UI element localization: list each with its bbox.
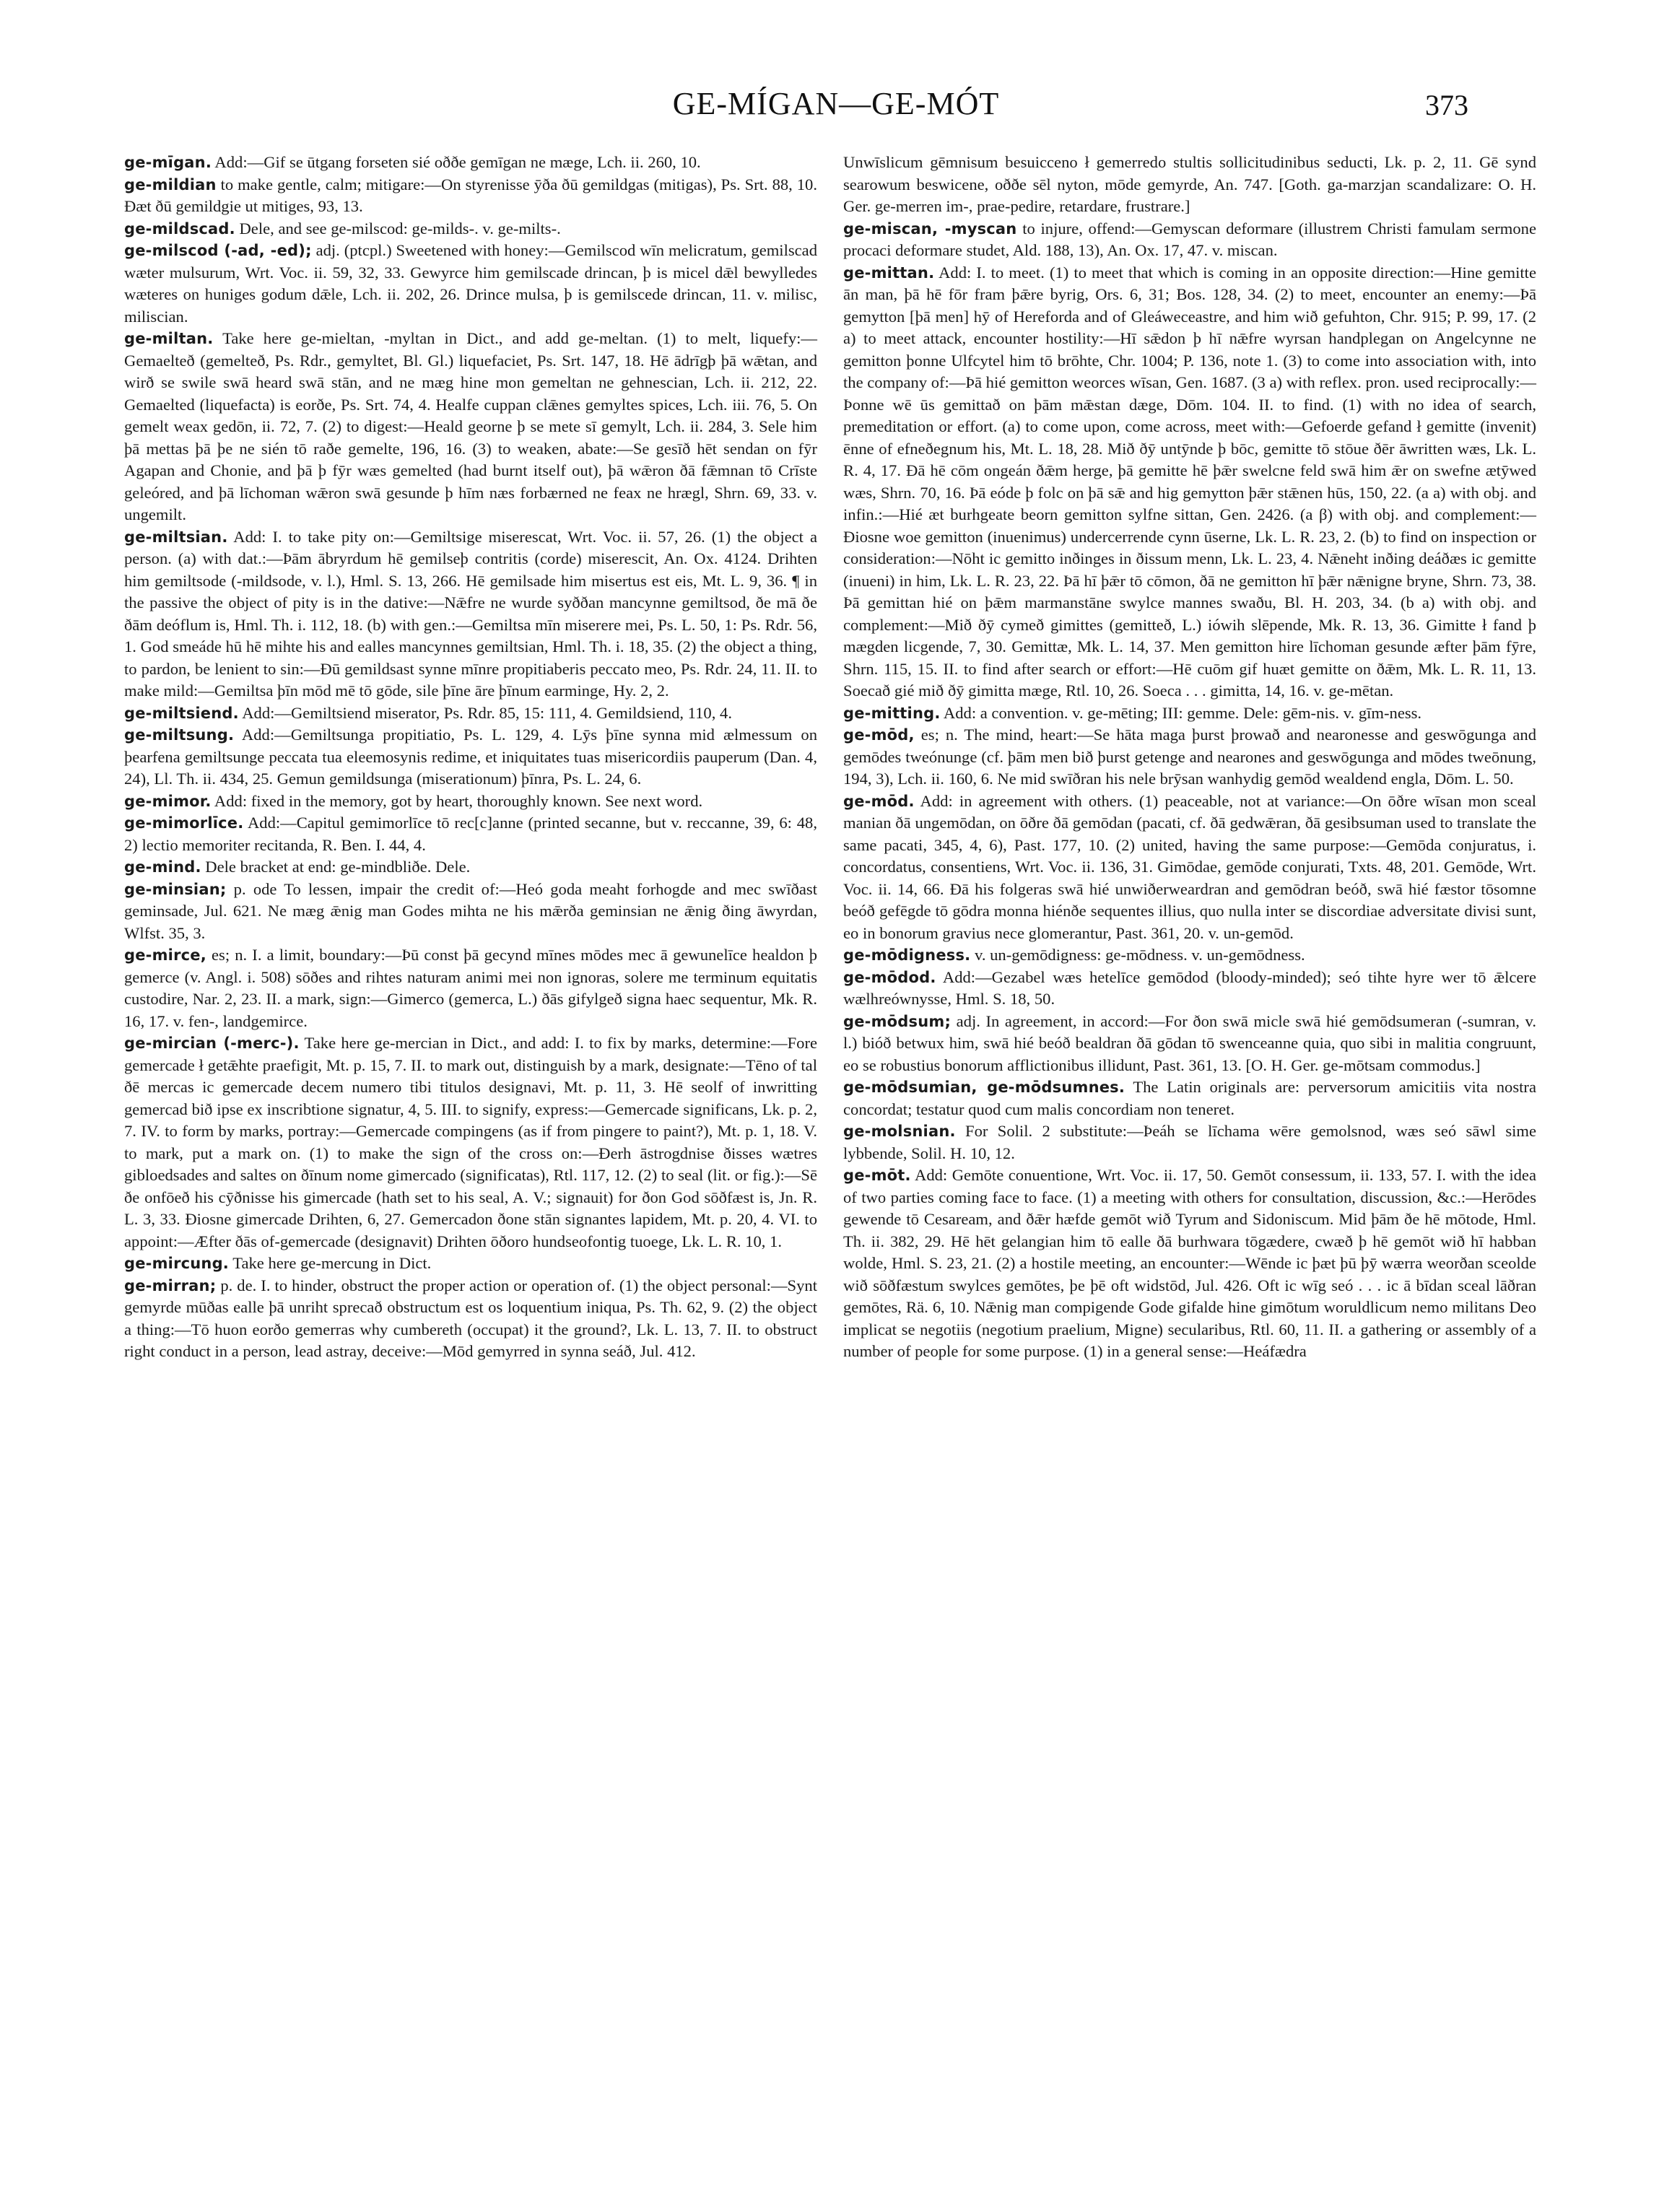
entry-headword: ge-miltsung. xyxy=(124,726,235,744)
entry-headword: ge-miscan, -myscan xyxy=(843,219,1017,238)
dictionary-entry xyxy=(843,944,1536,967)
entry-headword: ge-mōdigness. xyxy=(843,946,971,964)
entry-text: Add:—Gezabel wæs hetelīce gemōdod (bloody-minded); seó tihte hyre wer tō ǣlcere wælhreównysse, Hml. S. 18, 50. xyxy=(843,967,1536,1008)
dictionary-entry xyxy=(124,1275,817,1363)
entry-text: Take here ge-mercung in Dict. xyxy=(229,1254,432,1272)
entry-headword: ge-minsian; xyxy=(124,880,227,898)
dictionary-entry xyxy=(843,791,1536,945)
entry-text: For Solil. 2 substitute:—Þeáh se līchama wēre gemolsnod, wæs seó sāwl sime lybbende, Solil. H. 10, 12. xyxy=(843,1122,1536,1162)
entry-headword: ge-mildscad. xyxy=(124,219,235,238)
entry-text: p. ode To lessen, impair the credit of:—Heó goda meaht forhogde and mec swīðast geminsade, Jul. 621. Ne mæg ǣnig man Godes mihta ne his mǣrða geminsian ne ǣnig ðing āwyrdan, Wlfst. 35, 3. xyxy=(124,879,817,942)
entry-headword: ge-mīgan. xyxy=(124,154,212,171)
entry-text: Add: I. to meet. (1) to meet that which is coming in an opposite direction:—Hine gemitte ān man, þā hē fōr fram þǣre byrig, Ors. 6, 31; Bos. 128, 34. (2) to meet, encounter an enemy:—Þā gemytton [þā men] hȳ of Hereforda and of Gleáweceastre, and him wið gefuhton, Chr. 915; P. 99, 17. (2 a) to meet attack, encounter hostility:—Hī sǣdon þ hī nǣfre wyrsan handplegan on Angelcynne ne gemitton þonne Ulfcytel him tō brōhte, Chr. 1004; P. 136, note 1. (3) to come into association with, into the company of:—Þā hié gemitton weorces wīsan, Gen. 1687. (3 a) with reflex. pron. used reciprocally:—Þonne wē ūs gemittað on þām mǣstan dæge, Dōm. 104. II. to find. (1) with no idea of search, premeditation or effort. (a) to come upon, come across, meet with:—Gefoerde gefand ł gemitte (invenit) ēnne of efneðegnum his, Mt. L. 18, 28. Mið ðȳ untȳnde þ bōc, gemitte tō stōue ðēr āwritten wæs, Lk. L. R. 4, 17. Ðā hē cōm ongeán ðǣm herge, þā gemitte hē þǣr swelcne feld swā him ǣr on swefne ætȳwed wæs, Shrn. 70, 16. Þā eóde þ folc on þā sǣ and hig gemytton þǣr stǣnen hūs, 150, 22. (a a) with obj. and infin.:—Hié æt burhgeate beorn gemitton sylfne sittan, Gen. 2426. (a β) with obj. and complement:—Ðiosne woe gemitton (inuenimus) undercerrende cynn ūserne, Lk. L. R. 23, 2. (b) to find on inspection or consideration:—Nōht ic gemitto inðinges in ðissum menn, Lk. L. 23, 4. Nǣneht inðing deáðæs ic gemitte (inueni) in him, Lk. L. R. 23, 22. Þā hī þǣr tō cōmon, ðā ne gemitton hī þǣr nǣnigne bryne, Shrn. 73, 38. Þā gemittan hié on þǣm marmanstāne swylce mannes swaðu, Bl. H. 203, 34. (b a) with obj. and complement:—Mið ðȳ cymeð gimittes (gemitteð, L.) iówih slēpende, Mk. R. 13, 36. Gimitte ł fand þ mægden licgende, 7, 30. Gemittæ, Mk. L. 14, 37. Men gemitton hire līchoman gesunde æfter þām fȳre, Shrn. 115, 15. II. to find after search or effort:—Hē cuōm gif huæt gemitte on ðǣm, Mk. L. R. 11, 13. Soecað gié mið ðȳ gimitta mæge, Rtl. 10, 26. Soeca . . . gimitta, 14, 16. v. ge-mētan. xyxy=(843,263,1536,700)
entry-text: to make gentle, calm; mitigare:—On styrenisse ȳða ðū gemildgas (mitigas), Ps. Srt. 88, 10. Ðæt ðū gemildgie ut mitiges, 93, 13. xyxy=(124,175,817,215)
dictionary-entry xyxy=(843,152,1536,218)
entry-text: Add: in agreement with others. (1) peaceable, not at variance:—On ōðre wīsan mon sceal manian ðā ungemōdan, on ōðre ðā gemōdan (pacati, cf. ðā gedwǣran, ðā gesibsuman used to translate the same pacati, 345, 4, 6), Past. 177, 10. (2) united, having the same purpose:—Gemōda conjuratus, i. concordatus, consentiens, Wrt. Voc. ii. 136, 31. Gimōdae, gemōde conjurati, Txts. 48, 201. Gemōde, Wrt. Voc. ii. 14, 66. Ðā his folgeras swā hié unwiðerweardran and gemōdran beóð, swā hié fæstor tōsomne beóð gefēgde tō gōdra monna hiénðe sequentes illius, quo nulla inter se discordiae adversitate divisi sunt, eo in bonorum gravius nece glomerantur, Past. 361, 20. v. un-gemōd. xyxy=(843,791,1536,942)
entry-headword: ge-mōd. xyxy=(843,792,915,810)
entry-text: Take here ge-mercian in Dict., and add: I. to fix by marks, determine:—Fore gemercade ł getǣhte praefigit, Mt. p. 15, 7. II. to mark out, distinguish by a mark, designate:—Tēno of tal ðē mercas ic gemercade decem numero tibi titulos designavi, Mt. p. 11, 3. Hē seolf of inwritting gemercad bið ipse ex inscribtione signatur, 4, 5. III. to signify, express:—Gemercade significans, Lk. p. 2, 7. IV. to form by marks, portray:—Gemercade compingens (as if from pingere to paint?), Mt. p. 1, 18. V. to mark, put a mark on. (1) to make the sign of the cross on:—Ðerh āstrogdnise ðisses wætres gibloedsades and saltes on ðīnum nome gimercado (significatas), Rtl. 117, 12. (2) to seal (lit. or fig.):—Sē ðe onfōeð his cȳðnisse his gimercade (hath set to his seal, A. V.; signauit) for ðon God sōðfæst is, Jn. R. L. 3, 33. Ðiosne gimercade Drihten, 6, 27. Gemercadon ðone stān signantes lapidem, Mt. p. 20, 4. VI. to appoint:—Æfter ðās of-gemercade (designavit) Drihten ōðoro hundseofontig tuoege, Lk. L. R. 10, 1. xyxy=(124,1034,818,1250)
dictionary-entry xyxy=(124,1032,817,1253)
entry-headword: ge-mircung. xyxy=(124,1255,229,1272)
entry-text: Add: fixed in the memory, got by heart, thoroughly known. See next word. xyxy=(211,791,703,810)
dictionary-entry xyxy=(124,218,817,240)
entry-text: Take here ge-mieltan, -myltan in Dict., and add ge-meltan. (1) to melt, liquefy:—Gemaelteð (gemelteð, Ps. Rdr., gemyltet, Bl. Gl.) liquefaciet, Ps. Srt. 147, 18. Hē ādrīgþ þā wǣtan, and wirð se swile swā heard swā stān, and ne mæg hine mon gemeltan ne gehnescian, Lch. ii. 212, 22. Gemaelted (liquefacta) is eorðe, Ps. Srt. 74, 4. Healfe cuppan clǣnes gemyltes spices, Lch. iii. 76, 5. On gemelt weax gedōn, ii. 72, 7. (2) to digest:—Heald georne þ se mete sī gemylt, Lch. ii. 284, 3. Sele him þā mettas þā þe ne sién tō raðe gemelte, 196, 16. (3) to weaken, abate:—Se gesīð hēt sendan on fȳr Agapan and Chonie, and þā þ fȳr wæs gemelted (had burnt itself out), þā wǣron ðā fǣmnan tō Crīste geleóred, and þā līchoman wǣron swā gesunde þ hīm næs forbærned ne feax ne hrægl, Shrn. 69, 33. v. ungemilt. xyxy=(124,329,817,523)
entry-text: Add:—Gif se ūtgang forseten sié oððe gemīgan ne mæge, Lch. ii. 260, 10. xyxy=(212,153,701,171)
entry-text: to injure, offend:—Gemyscan deformare (illustrem Christi famulam sermone procaci deformare studet, Ald. 188, 13), An. Ox. 17, 47. v. miscan. xyxy=(843,219,1536,259)
entry-text: es; n. I. a limit, boundary:—Þū const þā gecynd mīnes mōdes mec ā gewunelīce healdon þ gemerce (v. Angl. i. 508) sōðes and rihtes naturam animi mei non ignoras, solere me terminum equitatis custodire, Nar. 2, 23. II. a mark, sign:—Gimerco (gemerca, L.) ðās gifylgeð signa haec sequentur, Mk. R. 16, 17. v. fen-, landgemirce. xyxy=(124,946,817,1030)
entry-headword: ge-milscod (-ad, -ed); xyxy=(124,242,312,259)
entry-headword: ge-mimorlīce. xyxy=(124,814,244,832)
dictionary-entry xyxy=(124,1253,817,1275)
dictionary-entry xyxy=(843,1011,1536,1077)
dictionary-entry xyxy=(124,724,817,791)
entry-text: Add: I. to take pity on:—Gemiltsige miserescat, Wrt. Voc. ii. 57, 26. (1) the object a person. (a) with dat.:—Þām ābryrdum hē gemilseþ contritis (corde) miserescit, An. Ox. 4124. Drihten him gemiltsode (-mildsode, v. l.), Hml. S. 13, 266. Hē gemilsade him misertus est eis, Mt. L. 9, 36. ¶ in the passive the object of pity is in the dative:—Nǣfre ne wurde syððan mancynne gemiltsod, ðe mā ðe ðām deóflum is, Hml. Th. i. 112, 18. (b) with gen.:—Gemiltsa mīn miserere mei, Ps. L. 50, 1: Ps. Rdr. 56, 1. God smeáde hū hē mihte his and ealles mancynnes gemiltsian, Hml. Th. i. 18, 35. (2) the object a thing, to pardon, be lenient to sin:—Ðū gemildsast synne mīnre propitiaberis peccato meo, Ps. Rdr. 24, 11. II. to make mild:—Gemiltsa þīn mōd mē tō gōde, sile þīne āre þīnum earminge, Hy. 2, 2. xyxy=(124,527,817,700)
entry-text: v. un-gemōdigness: ge-mōdness. v. un-gemōdness. xyxy=(970,946,1305,964)
entry-headword: ge-mōdod. xyxy=(843,968,936,986)
dictionary-entry xyxy=(843,262,1536,702)
entry-text: Dele bracket at end: ge-mindbliðe. Dele. xyxy=(201,858,471,876)
dictionary-entry xyxy=(124,526,817,702)
entry-headword: ge-mitting. xyxy=(843,704,941,722)
entry-headword: ge-molsnian. xyxy=(843,1123,956,1140)
entry-headword: ge-miltsiend. xyxy=(124,704,239,722)
entry-text: Add: Gemōte conuentione, Wrt. Voc. ii. 17, 50. Gemōt consessum, ii. 133, 57. I. with the idea of two parties coming face to face. (1) a meeting with others for consultation, discussion, &c.:—Herōdes gewende tō Cesaream, and ðǣr hæfde gemōt wið Tyrum and Sidoniscum. Mid þām ðe hē mōtode, Hml. Th. ii. 382, 29. Hē hēt gelangian him tō ealle ðā burhwara tōgædere, cwæð þ hē gemōt wið hī habban wolde, Hml. S. 23, 21. (2) a hostile meeting, an encounter:—Wēnde ic þæt þū þȳ wærra weorðan sceolde wið sōðfæstum swylces gemōtes, þe þē oft widstōd, Jul. 426. Oft ic wīg seó . . . ic ā bīdan sceal lāðran gemōtes, Rä. 6, 10. Nǣnig man compigende Gode gifalde hine gimōtum woruldlicum nemo militans Deo implicat se negotiis (negotium praelium, Migne) secularibus, Rtl. 60, 11. II. a gathering or assembly of a number of people for some purpose. (1) in a general sense:—Heáfædra xyxy=(843,1166,1536,1360)
entry-headword: ge-mind. xyxy=(124,858,201,876)
left-column xyxy=(124,152,817,1363)
dictionary-entry xyxy=(124,702,817,725)
entry-text: adj. In agreement, in accord:—For ðon swā micle swā hié gemōdsumeran (-sumran, v. l.) bióð betwux him, swā hié beóð bealdran ðā gōdan tō swenceanne quia, quo sibi in malitia congruunt, eo se robustius bonorum afflictionibus illidunt, Past. 361, 13. [O. H. Ger. ge-mōtsam commodus.] xyxy=(843,1011,1536,1074)
dictionary-entry xyxy=(843,967,1536,1011)
entry-headword: ge-mōdsumian, ge-mōdsumnes. xyxy=(843,1079,1125,1096)
dictionary-entry xyxy=(843,724,1536,791)
dictionary-entry xyxy=(843,702,1536,725)
dictionary-entry xyxy=(843,1120,1536,1164)
entry-headword: ge-mirce, xyxy=(124,946,206,964)
entry-headword: ge-mirran; xyxy=(124,1276,217,1294)
dictionary-entry xyxy=(124,856,817,879)
dictionary-entry xyxy=(124,240,817,328)
entry-headword: ge-mimor. xyxy=(124,792,212,810)
dictionary-entry xyxy=(124,791,817,813)
entry-headword: ge-miltsian. xyxy=(124,528,228,546)
dictionary-entry xyxy=(124,328,817,526)
entry-text: The Latin originals are: perversorum amicitiis vita nostra concordat; testatur quod cum malis concordiam non teneret. xyxy=(843,1078,1536,1118)
entry-headword: ge-mittan. xyxy=(843,264,935,282)
dictionary-entry xyxy=(124,879,817,945)
running-head: GE-MÍGAN—GE-MÓT xyxy=(672,86,1000,121)
entry-headword: ge-mōt. xyxy=(843,1167,911,1184)
entry-headword: ge-mōd, xyxy=(843,726,915,744)
entry-text: Add:—Gemiltsunga propitiatio, Ps. L. 129, 4. Lȳs þīne synna mid ælmessum on þearfena gemiltsunge peccata tua eleemosynis redime, et iniquitates tuas misericordiis pauperum (Dan. 4, 24), Ll. Th. ii. 434, 25. Gemun gemildsunga (miserationum) þīnra, Ps. L. 24, 6. xyxy=(124,726,817,788)
entry-text: p. de. I. to hinder, obstruct the proper action or operation of. (1) the object personal:—Synt gemyrde mūðas ealle þā unriht sprecað obstructum est os loquentium iniqua, Ps. Th. 62, 9. (2) the object a thing:—Tō huon eorðo gemerras why cumbereth (occupat) it the ground?, Lk. L. 13, 7. II. to obstruct right conduct in a person, lead astray, deceive:—Mōd gemyrred in synna seáð, Jul. 412. xyxy=(124,1276,817,1360)
dictionary-entry xyxy=(124,152,817,174)
dictionary-entry xyxy=(124,944,817,1032)
entry-text: Dele, and see ge-milscod: ge-milds-. v. ge-milts-. xyxy=(235,219,561,238)
entry-headword: ge-mircian (-merc-). xyxy=(124,1035,300,1052)
entry-text: Add: a convention. v. ge-mēting; III: gemme. Dele: gēm-nis. v. gīm-ness. xyxy=(940,703,1422,722)
entry-text: Add:—Capitul gemimorlīce tō rec[c]anne (printed secanne, but v. reccanne, 39, 6: 48, 2) lectio memoriter recitanda, R. Ben. I. 44, 4. xyxy=(124,814,817,854)
dictionary-entry xyxy=(843,218,1536,262)
entry-text: adj. (ptcpl.) Sweetened with honey:—Gemilscod wīn melicratum, gemilscad wæter mulsurum, Wrt. Voc. ii. 59, 32, 33. Gewyrce him gemilscade drincan, þ is micel dǣl bewylledes wæteres on huniges godum dǣle, Lch. ii. 202, 26. Drince mulsa, þ is gemilscede drincan, 11. v. milisc, miliscian. xyxy=(124,241,818,326)
right-column xyxy=(843,152,1536,1363)
entry-headword: ge-mōdsum; xyxy=(843,1012,952,1030)
entry-text: es; n. The mind, heart:—Se hāta maga þurst þrowað and nearonesse and geswōgunga and gemōdes tweónunge (cf. þām men bið þurst getenge and nearones and geswōgunga and mōdes tweōnung, 194, 3), Lch. ii. 160, 6. Ne mid swīðran his nele brȳsan wanhydig gemōd wealdend engla, Dōm. L. 50. xyxy=(843,726,1536,788)
entry-headword: ge-mildian xyxy=(124,175,217,193)
entry-text: Add:—Gemiltsiend miserator, Ps. Rdr. 85, 15: 111, 4. Gemildsiend, 110, 4. xyxy=(238,703,732,722)
dictionary-entry xyxy=(843,1164,1536,1363)
dictionary-entry xyxy=(843,1076,1536,1120)
page-number: 373 xyxy=(1425,89,1468,121)
dictionary-entry xyxy=(124,174,817,218)
entry-headword: ge-miltan. xyxy=(124,330,214,347)
entry-text: Unwīslicum gēmnisum besuicceno ł gemerredo stultis sollicitudinibus seducti, Lk. p. 2, 11. Gē synd searowum beswicene, oððe sēl nyton, mōde gemyrde, An. 747. [Goth. ga-marzjan scandalizare: O. H. Ger. ge-merren im-, prae-pedire, retardare, frustrare.] xyxy=(843,153,1536,215)
dictionary-entry xyxy=(124,812,817,856)
